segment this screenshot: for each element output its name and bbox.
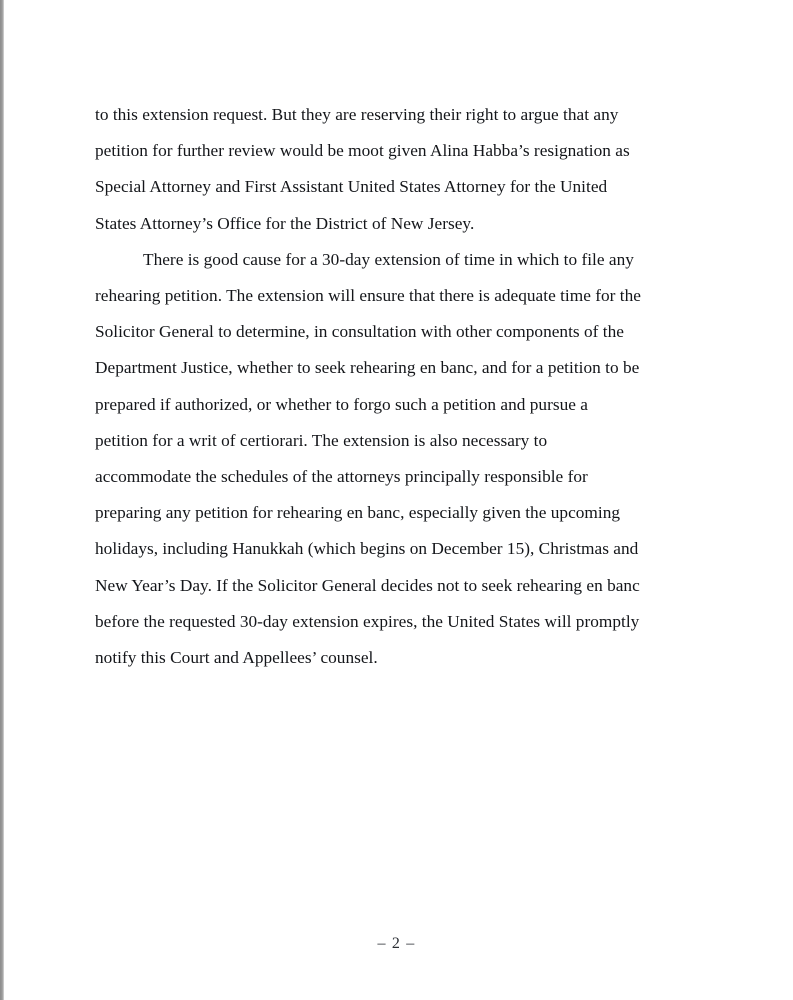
text-line: Department Justice, whether to seek rehearing en banc, and for a petition to be (95, 358, 640, 378)
text-line: to this extension request. But they are reserving their right to argue that any (95, 105, 619, 124)
text-line: accommodate the schedules of the attorneys principally responsible for (95, 467, 588, 487)
text-line: preparing any petition for rehearing en banc, especially given the upcoming (95, 503, 621, 523)
text-line: holidays, including Hanukkah (which begins on December 15), Christmas and (95, 539, 639, 559)
text-line: petition for further review would be moot given Alina Habba’s resignation as (95, 141, 630, 161)
text-line: States Attorney’s Office for the District of New Jersey. (95, 213, 475, 233)
text-line: rehearing petition. The extension will ensure that there is adequate time for the (95, 286, 641, 306)
text-line: There is good cause for a 30-day extension of time in which to file any (143, 249, 634, 269)
page-number: – 2 – (377, 935, 416, 952)
text-line: petition for a writ of certiorari. The extension is also necessary to (95, 430, 548, 450)
text-line: prepared if authorized, or whether to forgo such a petition and pursue a (95, 394, 588, 414)
text-line: before the requested 30-day extension expires, the United States will promptly (95, 611, 640, 631)
page-footer (0, 933, 793, 955)
paragraph-continued (95, 97, 703, 242)
page-edge-bar (0, 0, 4, 1000)
text-line: Solicitor General to determine, in consultation with other components of the (95, 322, 624, 342)
text-line: notify this Court and Appellees’ counsel. (95, 648, 378, 668)
text-line: New Year’s Day. If the Solicitor General decides not to seek rehearing en banc (95, 575, 640, 595)
document-body (95, 97, 703, 676)
text-line: Special Attorney and First Assistant United States Attorney for the United (95, 177, 608, 197)
paragraph-good-cause (95, 242, 703, 676)
